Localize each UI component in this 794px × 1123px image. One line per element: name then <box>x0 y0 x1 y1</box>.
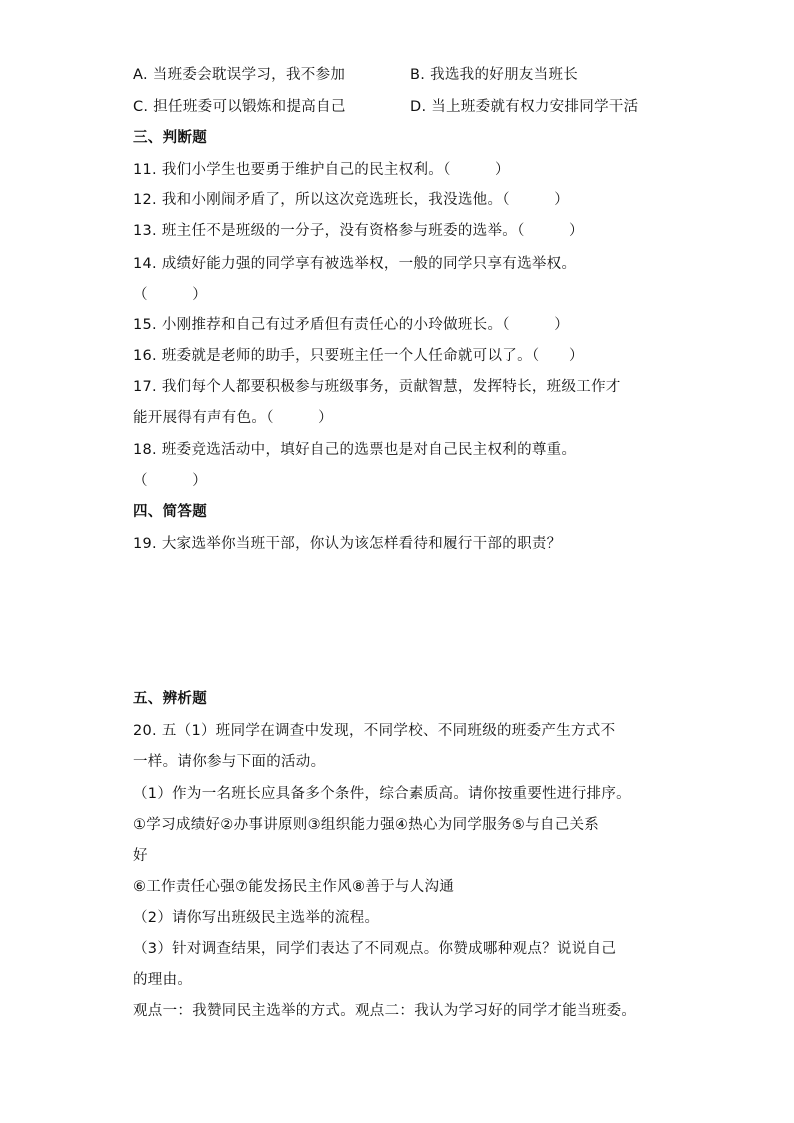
q10-options-row-2 <box>133 97 693 117</box>
criteria-list-line-1: ①学习成绩好②办事讲原则③组织能力强④热心为同学服务⑤与自己关系 <box>133 817 600 833</box>
question-18-blank: （ ） <box>133 473 207 489</box>
question-15: 15. 小刚推荐和自己有过矛盾但有责任心的小玲做班长。（ ） <box>133 317 570 333</box>
section-3-heading: 三、判断题 <box>133 130 207 146</box>
question-20-cont: 一样。请你参与下面的活动。 <box>133 754 326 770</box>
question-20: 20. 五（1）班同学在调查中发现，不同学校、不同班级的班委产生方式不 <box>133 723 616 739</box>
sub-question-3: （3）针对调查结果，同学们表达了不同观点。你赞成哪种观点？说说自己 <box>133 941 617 957</box>
question-17-cont: 能开展得有声有色。（ ） <box>133 410 333 426</box>
section-4-heading: 四、简答题 <box>133 504 207 520</box>
viewpoints: 观点一：我赞同民主选举的方式。观点二：我认为学习好的同学才能当班委。 <box>133 1003 637 1019</box>
question-14: 14. 成绩好能力强的同学享有被选举权，一般的同学只享有选举权。 <box>133 256 577 272</box>
option-a: A. 当班委会耽误学习，我不参加 <box>133 67 346 83</box>
question-12: 12. 我和小刚闹矛盾了，所以这次竞选班长，我没选他。（ ） <box>133 192 570 208</box>
question-18: 18. 班委竞选活动中，填好自己的选票也是对自己民主权利的尊重。 <box>133 442 577 458</box>
question-16: 16. 班委就是老师的助手，只要班主任一个人任命就可以了。（ ） <box>133 348 584 364</box>
option-b: B. 我选我的好朋友当班长 <box>410 67 579 83</box>
sub-question-2: （2）请你写出班级民主选举的流程。 <box>133 910 380 926</box>
question-13: 13. 班主任不是班级的一分子，没有资格参与班委的选举。（ ） <box>133 223 584 239</box>
criteria-list-line-3: ⑥工作责任心强⑦能发扬民主作风⑧善于与人沟通 <box>133 879 455 895</box>
question-11: 11. 我们小学生也要勇于维护自己的民主权利。（ ） <box>133 162 510 178</box>
option-d: D. 当上班委就有权力安排同学干活 <box>410 99 639 115</box>
section-5-heading: 五、辨析题 <box>133 691 207 707</box>
question-14-blank: （ ） <box>133 287 207 303</box>
sub-question-3-cont: 的理由。 <box>133 972 193 988</box>
question-17: 17. 我们每个人都要积极参与班级事务，贡献智慧，发挥特长，班级工作才 <box>133 379 621 395</box>
option-c: C. 担任班委可以锻炼和提高自己 <box>133 99 346 115</box>
question-19: 19. 大家选举你当班干部，你认为该怎样看待和履行干部的职责？ <box>133 536 562 552</box>
sub-question-1: （1）作为一名班长应具备多个条件，综合素质高。请你按重要性进行排序。 <box>133 786 631 802</box>
criteria-list-line-2: 好 <box>133 848 148 864</box>
q10-options-row-1 <box>133 65 693 85</box>
